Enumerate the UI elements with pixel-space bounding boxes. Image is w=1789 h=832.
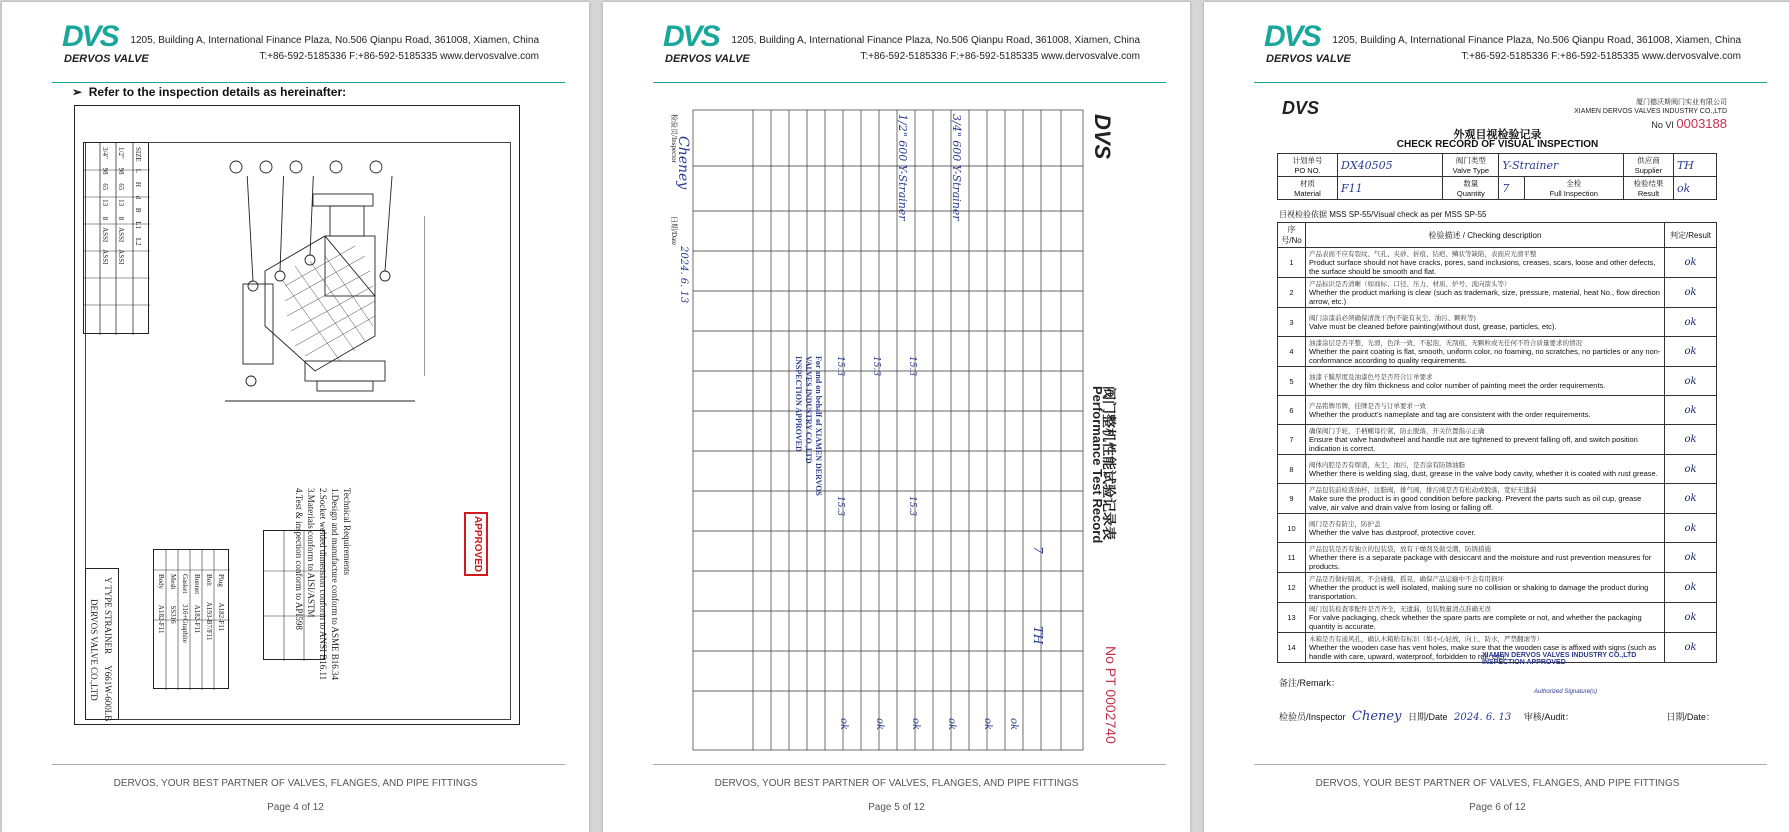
type-value: Y-Strainer: [1499, 154, 1624, 177]
pressure-value: 15.3: [871, 356, 881, 377]
table-row: [1278, 543, 1717, 573]
item-description-cn: 阀门涂漆前必须确保清洗干净(不能有灰尘、油污、颗粒等): [1309, 315, 1476, 322]
date-value: 2024. 6. 13: [678, 246, 689, 304]
remark-label: 备注/Remark：: [1279, 678, 1341, 688]
audit-label: 审核/Audit：: [1523, 712, 1574, 722]
table-row: [1278, 514, 1717, 543]
table-row: [1278, 278, 1717, 308]
item-description: [1306, 484, 1665, 514]
item-number: 3: [1278, 308, 1306, 337]
record-title-en: Performance Test Record: [1090, 386, 1105, 544]
material-label: 材质 Material: [1278, 177, 1338, 200]
item-description-en: Whether the wooden case has vent holes, make sure that the wooden case is affixed with signs (such as handle with care, upward, waterproof, forbidden to roll, etc).: [1309, 643, 1657, 661]
pressure-value: 15.3: [835, 356, 845, 377]
item-result: ok: [1665, 248, 1717, 278]
table-row: [1278, 425, 1717, 455]
page-header: [1204, 2, 1789, 82]
company-contact: T:+86-592-5185336 F:+86-592-5185335 www.dervosvalve.com: [1461, 51, 1741, 62]
scan-logo: DVS: [1090, 114, 1115, 160]
po-label: 计划单号 PO NO.: [1278, 154, 1338, 177]
strainer-drawing: [225, 176, 425, 416]
item-description-cn: 油漆干膜厚度及油漆色号是否符合订单要求: [1309, 374, 1433, 381]
item-description-en: Whether there is a separate package with desiccant and the moisture and rust prevention measures for products.: [1309, 553, 1652, 571]
table-row: [1278, 603, 1717, 633]
item-description-en: Valve must be cleaned before painting(without dust, grease, particles, etc).: [1309, 322, 1557, 331]
item-description-cn: 阀门是否有防尘，防护盖: [1309, 521, 1381, 528]
item-result: ok: [1665, 278, 1717, 308]
item-description: [1306, 514, 1665, 543]
item-description-en: Product surface should not have cracks, pores, sand inclusions, creases, scars, loose and other defects, the surface should be smooth and flat.: [1309, 258, 1656, 276]
title-block: [85, 568, 119, 720]
table-row: [1278, 154, 1717, 177]
size-table-row: 3/4" 98 65 13 8 ASSI ASSI: [101, 147, 109, 265]
qty-value: 7: [1031, 546, 1045, 554]
inspector-label: 检验员/Inspector: [670, 114, 678, 163]
page-number: Page 6 of 12: [1469, 802, 1526, 813]
item-number: 7: [1278, 425, 1306, 455]
date-value: 2024. 6. 13: [1454, 712, 1512, 723]
table-row: [1278, 396, 1717, 425]
qty-label: 数量 Quantity: [1443, 177, 1499, 200]
item-description-en: Ensure that valve handwheel and handle nut are tightened to prevent falling off, and switch position indication is correct.: [1309, 435, 1638, 453]
inspection-stamp: XIAMEN DERVOS VALVES INDUSTRY CO.,LTD INSPECTION APPROVED: [1482, 652, 1637, 666]
header-rule: [52, 82, 565, 83]
page-number: Page 5 of 12: [868, 802, 925, 813]
footer-slogan: DERVOS, YOUR BEST PARTNER OF VALVES, FLANGES, AND PIPE FITTINGS: [714, 778, 1079, 789]
item-description-en: Whether there is welding slag, dust, grease in the valve body cavity, whether it is coated with rust grease.: [1309, 469, 1658, 478]
supplier-label: 供应商 Supplier: [1623, 154, 1673, 177]
result-mark: ok: [910, 718, 921, 731]
title-block-company: DERVOS VALVE CO.,LTD: [89, 599, 99, 701]
item-description-en: Whether the product's nameplate and tag are consistent with the order requirements.: [1309, 410, 1591, 419]
item-description-cn: 确保阀门手轮，手柄螺母拧紧，防止脱落，开关位置指示正确: [1309, 428, 1485, 435]
footer-rule: [52, 764, 565, 765]
item-result: ok: [1665, 573, 1717, 603]
item-description-cn: 产品标识是否清晰（如商标、口径、压力、材质、炉号、流向箭头等）: [1309, 281, 1511, 288]
instruction-line: [72, 85, 346, 99]
col-no-header: 序号/No: [1278, 223, 1306, 248]
tech-req-item: 4.Test & inspection conform to API598: [294, 488, 304, 630]
supplier-value: TH: [1031, 626, 1045, 645]
record-title-en: CHECK RECORD OF VISUAL INSPECTION: [1396, 139, 1599, 150]
logo-mark: DVS: [1264, 20, 1320, 53]
item-entry: 3/4" 600 Y-Strainer: [950, 114, 963, 221]
table-header-row: [1278, 223, 1717, 248]
logo-name: DERVOS VALVE: [1266, 53, 1351, 65]
item-number: 11: [1278, 543, 1306, 573]
pressure-value: 15.3: [835, 496, 845, 517]
table-row: [1278, 248, 1717, 278]
record-title-cn: 阀门整机性能试验记录表: [1101, 386, 1117, 540]
performance-test-scan: [670, 106, 1123, 756]
instruction-text: Refer to the inspection details as hereinafter:: [88, 85, 347, 99]
item-description-cn: 产品铭牌吊牌，挂牌是否与订单要求一致: [1309, 403, 1426, 410]
inspection-stamp: For and on behalf of XIAMEN DERVOS VALVES INDUSTRY CO.,LTD INSPECTION APPROVED: [794, 356, 823, 496]
table-row: [1278, 455, 1717, 484]
supplier-value: TH: [1673, 154, 1716, 177]
table-row: [1278, 367, 1717, 396]
table-row: [1278, 484, 1717, 514]
logo-name: DERVOS VALVE: [64, 53, 149, 65]
page-number: Page 4 of 12: [267, 802, 324, 813]
table-row: [1278, 308, 1717, 337]
item-number: 14: [1278, 633, 1306, 663]
item-number: 6: [1278, 396, 1306, 425]
item-description-en: For valve packaging, check whether the spare parts are complete or not, and whether the packaging quantity is accurate.: [1309, 613, 1642, 631]
company-address-block: [1332, 33, 1741, 65]
company-address: 1205, Building A, International Finance Plaza, No.506 Qianpu Road, 361008, Xiamen, China: [130, 35, 539, 46]
item-result: ok: [1665, 455, 1717, 484]
item-description: [1306, 543, 1665, 573]
size-table-header: SIZE L H d B L1 L2: [134, 147, 142, 246]
result-mark: ok: [982, 718, 993, 731]
pressure-value: 15.3: [907, 496, 917, 517]
header-rule: [1254, 82, 1767, 83]
item-number: 8: [1278, 455, 1306, 484]
part-row: Plug A182-F11: [217, 574, 225, 632]
inspection-items-table: [1277, 222, 1717, 663]
item-description: [1306, 573, 1665, 603]
item-description-en: Whether the paint coating is flat, smooth, uniform color, no foaming, no scratches, no particles or any non-conformance according to quality requirements.: [1309, 347, 1661, 365]
col-result-header: 判定/Result: [1665, 223, 1717, 248]
result-mark: ok: [1008, 718, 1019, 731]
type-label: 阀门类型 Valve Type: [1443, 154, 1499, 177]
item-result: ok: [1665, 337, 1717, 367]
signature-row: [1279, 709, 1715, 724]
item-entry: 1/2" 600 Y-Strainer: [896, 114, 909, 221]
item-description-en: Whether the valve has dustproof, protective cover.: [1309, 528, 1476, 537]
logo-mark: DVS: [663, 20, 719, 53]
scan-company: 厦门德沃斯阀门实业有限公司 XIAMEN DERVOS VALVES INDUSTRY CO.,LTD No VI 0003188: [1574, 99, 1727, 131]
part-row: Mesh SS316: [169, 574, 177, 624]
table-row: [1278, 177, 1717, 200]
result-mark: ok: [946, 718, 957, 731]
item-result: ok: [1665, 514, 1717, 543]
part-row: Bolt A193-B7/F11: [205, 574, 213, 641]
footer-rule: [653, 764, 1166, 765]
date2-label: 日期/Date：: [1666, 712, 1715, 722]
item-description: [1306, 278, 1665, 308]
footer-slogan: DERVOS, YOUR BEST PARTNER OF VALVES, FLANGES, AND PIPE FITTINGS: [1315, 778, 1680, 789]
item-result: ok: [1665, 308, 1717, 337]
item-description-cn: 阀门包装检查零配件是否齐全，无遗漏，包装数量清点准确无误: [1309, 606, 1491, 613]
item-description: [1306, 603, 1665, 633]
material-value: F11: [1338, 177, 1443, 200]
table-row: [1278, 337, 1717, 367]
item-result: ok: [1665, 484, 1717, 514]
header-rule: [653, 82, 1166, 83]
item-description: [1306, 337, 1665, 367]
item-result: ok: [1665, 603, 1717, 633]
item-number: 4: [1278, 337, 1306, 367]
result-value: ok: [1673, 177, 1716, 200]
record-number: No PT 0002740: [1103, 646, 1119, 744]
item-number: 1: [1278, 248, 1306, 278]
part-row: Body A182-F11: [157, 574, 165, 634]
size-table-row: 1/2" 98 65 13 8 ASSI ASSI: [117, 147, 125, 265]
item-description: [1306, 425, 1665, 455]
col-desc-header: 检验描述 / Checking description: [1306, 223, 1665, 248]
item-result: ok: [1665, 633, 1717, 663]
company-address: 1205, Building A, International Finance Plaza, No.506 Qianpu Road, 361008, Xiamen, China: [731, 35, 1140, 46]
result-mark: ok: [838, 718, 849, 731]
item-description-en: Whether the dry film thickness and color number of painting meet the order requirements.: [1309, 381, 1606, 390]
company-address: 1205, Building A, International Finance Plaza, No.506 Qianpu Road, 361008, Xiamen, China: [1332, 35, 1741, 46]
item-number: 9: [1278, 484, 1306, 514]
item-result: ok: [1665, 396, 1717, 425]
logo-mark: DVS: [62, 20, 118, 53]
inspector-label: 检验员/Inspector: [1279, 712, 1346, 722]
item-description-cn: 油漆涂层是否平整，光滑，色泽一致，不起泡，无刮痕，无颗粒或无任何不符合质量要求的情况: [1309, 340, 1582, 347]
company-contact: T:+86-592-5185336 F:+86-592-5185335 www.dervosvalve.com: [259, 51, 539, 62]
scan-logo: DVS: [1282, 98, 1320, 118]
parts-list: [153, 549, 229, 689]
company-contact: T:+86-592-5185336 F:+86-592-5185335 www.dervosvalve.com: [860, 51, 1140, 62]
tech-req-title: Technical Requirements: [342, 488, 352, 576]
page-header: [2, 2, 589, 82]
balloon-labels: [228, 159, 388, 180]
inspector-signature: Cheney: [675, 136, 691, 190]
po-value: DX40505: [1338, 154, 1443, 177]
item-number: 2: [1278, 278, 1306, 308]
item-result: ok: [1665, 425, 1717, 455]
item-description-en: Make sure the product is in good condition before packing. Prevent the parts such as oil cup, grease valve, air valve and drain valve from losing or falling off.: [1309, 494, 1642, 512]
tech-req-item: 3.Materials conform to AISI/ASTM: [306, 488, 316, 618]
authorized-signature: Authorized Signature(s): [1534, 689, 1598, 695]
item-description: [1306, 396, 1665, 425]
full-inspection-label: 全检 Full Inspection: [1524, 177, 1623, 200]
arrow-bullet-icon: ➢: [72, 85, 89, 99]
result-label: 检验结果 Result: [1623, 177, 1673, 200]
logo-name: DERVOS VALVE: [665, 53, 750, 65]
item-number: 10: [1278, 514, 1306, 543]
item-description: [1306, 367, 1665, 396]
document-page-4: [2, 2, 589, 832]
tech-req-item: 2.Socket welded dimension conform to ANSI B16.11: [318, 488, 328, 681]
item-number: 13: [1278, 603, 1306, 633]
title-block-name: Y TYPE STRAINER Y661W-600LB: [103, 577, 113, 722]
balloon-circles: [228, 159, 388, 175]
item-description: [1306, 248, 1665, 278]
result-mark: ok: [874, 718, 885, 731]
item-number: 5: [1278, 367, 1306, 396]
date-label: 日期/Date: [670, 216, 678, 246]
document-page-6: [1204, 2, 1789, 832]
page-header: [603, 2, 1190, 82]
tech-req-item: 1.Design and manufacture conform to ASME B16.34: [330, 488, 340, 680]
item-description: [1306, 455, 1665, 484]
footer-slogan: DERVOS, YOUR BEST PARTNER OF VALVES, FLANGES, AND PIPE FITTINGS: [113, 778, 478, 789]
inspection-header-table: [1277, 153, 1717, 200]
item-result: ok: [1665, 367, 1717, 396]
size-table: [83, 142, 149, 334]
company-address-block: [130, 33, 539, 65]
record-number: 0003188: [1676, 116, 1727, 131]
item-description: [1306, 308, 1665, 337]
footer-rule: [1254, 764, 1767, 765]
item-result: ok: [1665, 543, 1717, 573]
item-description-cn: 产品包装前检查油杯，注脂阀，排气阀，排污阀是否有松动或脱落，宽好无遗漏: [1309, 487, 1537, 494]
part-row: Bonnet A182-F11: [193, 574, 201, 634]
qty-value: 7: [1499, 177, 1524, 200]
item-description-en: Whether the product is well isolated, making sure no collision or shaking to damage the product during transportation.: [1309, 583, 1649, 601]
document-page-5: [603, 2, 1190, 832]
record-title-cn: 外观目视检验记录: [1453, 129, 1542, 141]
drawing-scan: [74, 105, 520, 725]
pressure-value: 15.3: [907, 356, 917, 377]
item-description-cn: 产品是否做好隔离，不会碰撞，摇晃，确保产品运输中不会有用损坏: [1309, 576, 1504, 583]
inspection-basis: 目视检验依据 MSS SP-55/Visual check as per MSS SP-55: [1279, 210, 1487, 219]
spec-table: [263, 530, 325, 660]
table-row: [1278, 573, 1717, 603]
item-description-en: Whether the product marking is clear (such as trademark, size, pressure, material, heat No., flow direction arrow, etc.): [1309, 288, 1660, 306]
part-row: Gasket 316+Graphite: [181, 574, 189, 643]
approved-stamp: APPROVED: [464, 512, 488, 576]
item-description-cn: 产品包装是否有独立的包装袋，放有干燥剂及做受潮，防锈措施: [1309, 546, 1491, 553]
company-address-block: [731, 33, 1140, 65]
item-description-cn: 产品表面不应有裂纹、气孔、夹砂、折痕、结疤、鳞状等缺陷，表面应光滑平整: [1309, 251, 1537, 258]
item-number: 12: [1278, 573, 1306, 603]
item-description-cn: 木箱是否有通风孔，确认木箱贴有标识（如小心轻放，向上，防水，严禁翻滚等）: [1309, 636, 1543, 643]
date-label: 日期/Date: [1408, 712, 1448, 722]
inspector-signature: Cheney: [1352, 709, 1402, 724]
item-description-cn: 阀体内腔是否有焊渣，灰尘，油污，是否涂有防锈油脂: [1309, 462, 1465, 469]
spec-table-grid: [264, 531, 326, 661]
